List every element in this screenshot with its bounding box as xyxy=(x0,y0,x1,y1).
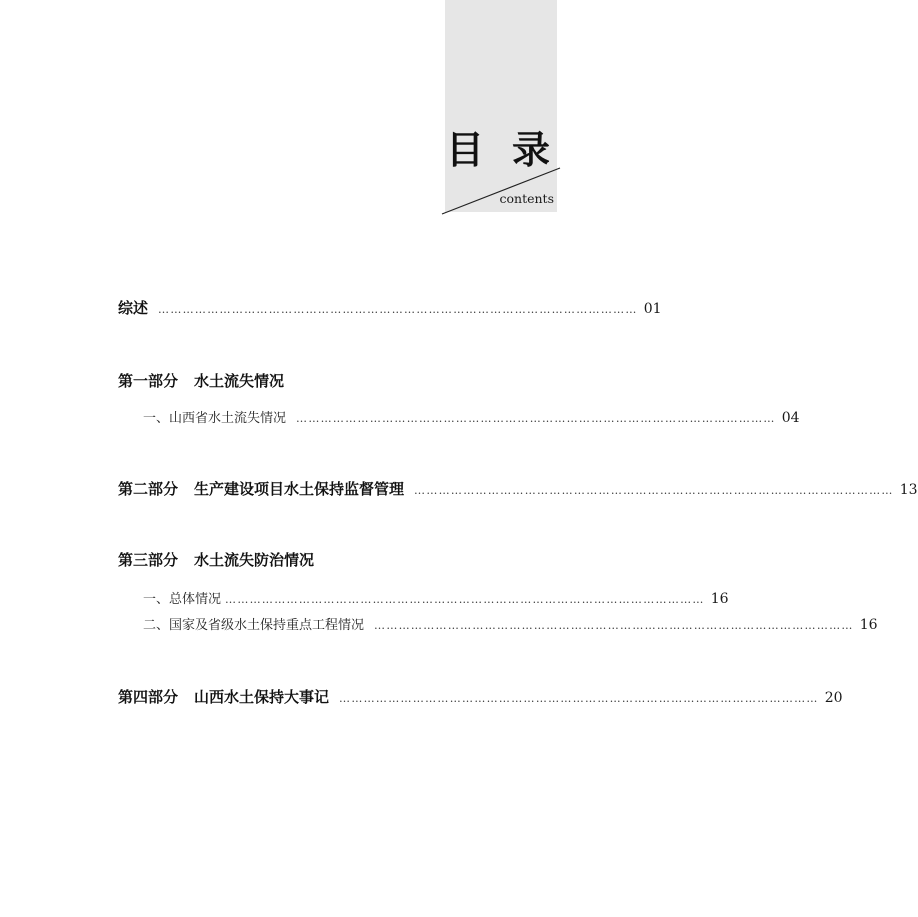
part-label: 第三部分 xyxy=(118,551,179,569)
page-title: 目录 xyxy=(446,128,579,172)
toc-entry-title xyxy=(118,686,329,707)
toc-part-3-heading[interactable] xyxy=(118,549,314,570)
toc-entry-title: 一、山西省水土流失情况 xyxy=(143,411,287,426)
toc-page-number: 16 xyxy=(710,591,729,607)
dot-leader: ……………………………………………………………………………………………………… xyxy=(296,412,776,425)
toc-entry-title xyxy=(118,478,404,499)
toc-page-number: 04 xyxy=(781,410,800,426)
toc-entry-title: 二、国家及省级水土保持重点工程情况 xyxy=(143,618,365,633)
part-title: 山西水土保持大事记 xyxy=(194,688,330,706)
part-label: 第一部分 xyxy=(118,372,179,390)
dot-leader: ……………………………………………………………………………………………………… xyxy=(225,593,705,606)
dot-leader: ……………………………………………………………………………………………………… xyxy=(339,692,819,705)
part-title: 水土流失防治情况 xyxy=(194,551,315,569)
toc-entry-part4[interactable] xyxy=(118,686,843,707)
dot-leader: ……………………………………………………………………………………………………… xyxy=(158,303,638,316)
dot-leader: ……………………………………………………………………………………………………… xyxy=(414,484,894,497)
part-title: 水土流失情况 xyxy=(194,372,285,390)
toc-entry-part2[interactable] xyxy=(118,478,918,499)
toc-page-number: 20 xyxy=(824,690,843,706)
toc-entry-part3-item1[interactable] xyxy=(143,588,729,607)
toc-entry-overview[interactable] xyxy=(118,297,662,318)
toc-entry-part3-item2[interactable] xyxy=(143,614,878,633)
part-title: 生产建设项目水土保持监督管理 xyxy=(194,480,405,498)
toc-page-number: 01 xyxy=(643,301,662,317)
toc-part-1-heading[interactable] xyxy=(118,370,284,391)
toc-entry-title: 一、总体情况 xyxy=(143,592,222,607)
part-label: 第二部分 xyxy=(118,480,179,498)
toc-page-number: 13 xyxy=(899,482,918,498)
toc-entry-part1-item1[interactable] xyxy=(143,407,800,426)
toc-page-number: 16 xyxy=(859,617,878,633)
toc-entry-title: 综述 xyxy=(118,299,149,317)
part-label: 第四部分 xyxy=(118,688,179,706)
dot-leader: ……………………………………………………………………………………………………… xyxy=(374,619,854,632)
page-subtitle: contents xyxy=(499,191,554,206)
